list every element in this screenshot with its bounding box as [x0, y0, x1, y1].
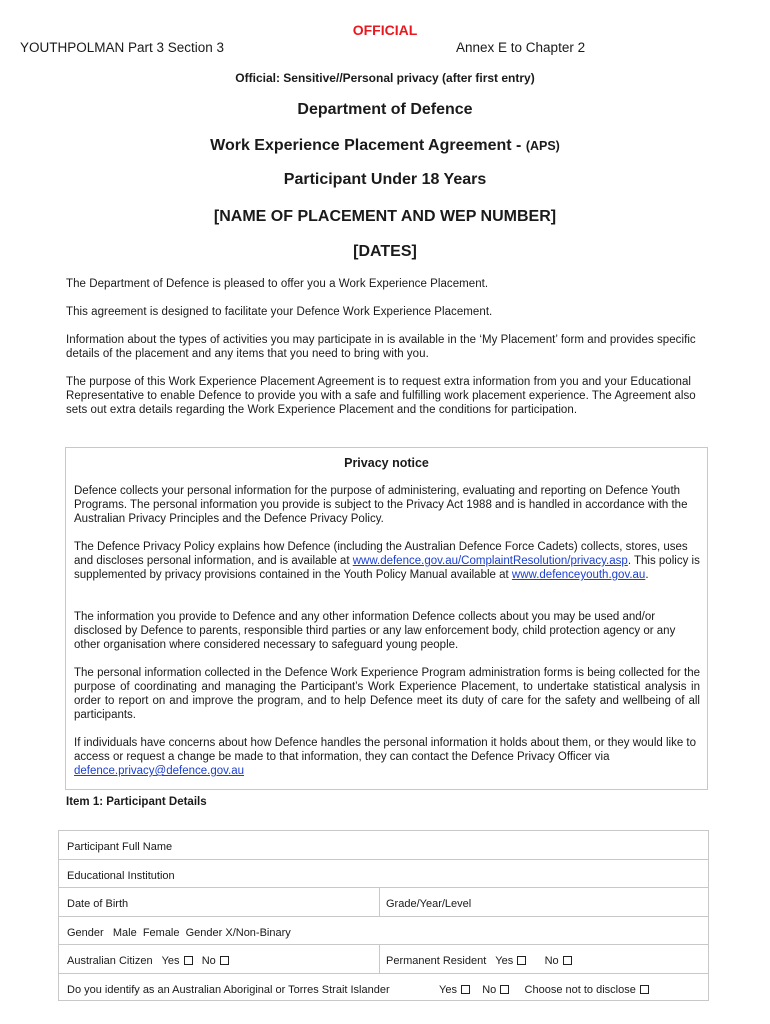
- privacy-p5-text: If individuals have concerns about how Defence handles the personal information it holds about them, or they would like to access or request a change be made to that information, they can contact the Defence Privacy Officer via: [74, 737, 697, 763]
- privacy-p2-text-c: .: [645, 569, 649, 581]
- title-agreement-main: Work Experience Placement Agreement -: [210, 137, 526, 154]
- privacy-p2-text-a: The Defence Privacy Policy explains how Defence (including the Australian Defence Force Cadets) collects, stores, uses and discloses personal information, and is available at: [74, 541, 688, 567]
- title-participant: Participant Under 18 Years: [283, 171, 487, 188]
- row-citizenship: [59, 945, 708, 974]
- title-agreement: [0, 137, 770, 155]
- citizen-no-checkbox[interactable]: [220, 956, 229, 965]
- privacy-p2-text-b: . This policy is supplemented by privacy provisions contained in the Youth Policy Manual available at: [74, 555, 700, 581]
- atsi-no-checkbox[interactable]: [500, 985, 509, 994]
- full-name-label: Participant Full Name: [67, 841, 173, 853]
- row-gender[interactable]: [59, 917, 708, 946]
- privacy-paragraph-3: The information you provide to Defence and any other information Defence collects about you may be used and/or disclosed by Defence to parents, responsible third parties or any law enforcement body, child protection agency or any other organisation where considered necessary to safeguard young people.: [74, 611, 676, 651]
- official-marking: OFFICIAL: [352, 22, 418, 38]
- defence-youth-link[interactable]: www.defenceyouth.gov.au: [511, 569, 646, 581]
- dob-label: Date of Birth: [67, 898, 129, 910]
- citizen-yes-checkbox[interactable]: [184, 956, 193, 965]
- resident-no-label: No: [544, 955, 559, 967]
- privacy-title: Privacy notice: [344, 456, 429, 470]
- citizen-label: Australian Citizen: [67, 955, 153, 967]
- privacy-paragraph-5: [74, 736, 700, 778]
- sensitivity-line: Official: Sensitive//Personal privacy (after first entry): [235, 71, 535, 85]
- atsi-yes-checkbox[interactable]: [461, 985, 470, 994]
- atsi-options: [439, 984, 649, 996]
- privacy-paragraph-1: Defence collects your personal information for the purpose of administering, evaluating and reporting on Defence Youth Programs. The personal information you provide is subject to the Privacy Act 1988 and is handled in accordance with the Australian Privacy Principles and the Defence Privacy Policy.: [74, 485, 688, 525]
- row-institution[interactable]: [59, 860, 708, 889]
- intro-paragraph-3: Information about the types of activities you may participate in is available in the ‘My Placement’ form and provides specific details of the placement and any items that you need to bring with you.: [66, 334, 696, 360]
- atsi-no-label: No: [482, 983, 497, 996]
- header-right: Annex E to Chapter 2: [456, 40, 586, 55]
- title-placement: [NAME OF PLACEMENT AND WEP NUMBER]: [213, 208, 557, 225]
- privacy-email-link[interactable]: defence.privacy@defence.gov.au: [74, 765, 245, 777]
- intro-paragraph-1: The Department of Defence is pleased to offer you a Work Experience Placement.: [66, 278, 489, 290]
- atsi-not-disclose-label: Choose not to disclose: [524, 983, 636, 996]
- institution-label: Educational Institution: [67, 869, 175, 882]
- row-full-name[interactable]: [59, 831, 708, 860]
- column-divider: [379, 945, 380, 973]
- participant-details-table: [58, 830, 709, 1001]
- privacy-notice-box: [65, 447, 708, 790]
- privacy-paragraph-4: The personal information collected in the Defence Work Experience Program administration forms is being collected for the purpose of coordinating and managing the Participant’s Work Experience Placement, to undertake statistical analysis in order to report on and improve the program, and to help Defence meet its duty of care for the safety and wellbeing of all participants.: [74, 667, 700, 721]
- item1-heading: Item 1: Participant Details: [66, 796, 207, 808]
- citizen-yes-label: Yes: [161, 955, 180, 967]
- citizen-no-label: No: [201, 955, 216, 967]
- privacy-paragraph-2: [74, 540, 700, 582]
- resident-yes-label: Yes: [495, 955, 514, 967]
- title-dates: [DATES]: [353, 243, 417, 260]
- intro-paragraph-2: This agreement is designed to facilitate your Defence Work Experience Placement.: [66, 306, 493, 318]
- row-atsi: [59, 974, 708, 1003]
- header-left: YOUTHPOLMAN Part 3 Section 3: [20, 40, 225, 55]
- atsi-not-disclose-checkbox[interactable]: [640, 985, 649, 994]
- grade-label: Grade/Year/Level: [386, 898, 472, 910]
- gender-label: Gender Male Female Gender X/Non-Binary: [67, 926, 291, 939]
- resident-no-checkbox[interactable]: [563, 956, 572, 965]
- atsi-label: Do you identify as an Australian Aboriginal or Torres Strait Islander: [67, 983, 390, 996]
- intro-paragraph-4: The purpose of this Work Experience Placement Agreement is to request extra information from you and your Educational Representative to enable Defence to provide you with a safe and fulfilling work placement experience. The Agreement also sets out extra details regarding the Work Experience Placement and the conditions for participation.: [66, 376, 696, 416]
- citizen-group: [67, 955, 229, 967]
- title-agreement-suffix: (APS): [525, 139, 560, 153]
- resident-group: [386, 955, 572, 967]
- atsi-yes-label: Yes: [439, 983, 457, 996]
- privacy-policy-link[interactable]: www.defence.gov.au/ComplaintResolution/privacy.asp: [352, 555, 628, 567]
- resident-label: Permanent Resident: [386, 955, 487, 967]
- row-dob-grade: [59, 888, 708, 917]
- resident-yes-checkbox[interactable]: [517, 956, 526, 965]
- column-divider: [379, 888, 380, 916]
- title-department: Department of Defence: [297, 101, 473, 118]
